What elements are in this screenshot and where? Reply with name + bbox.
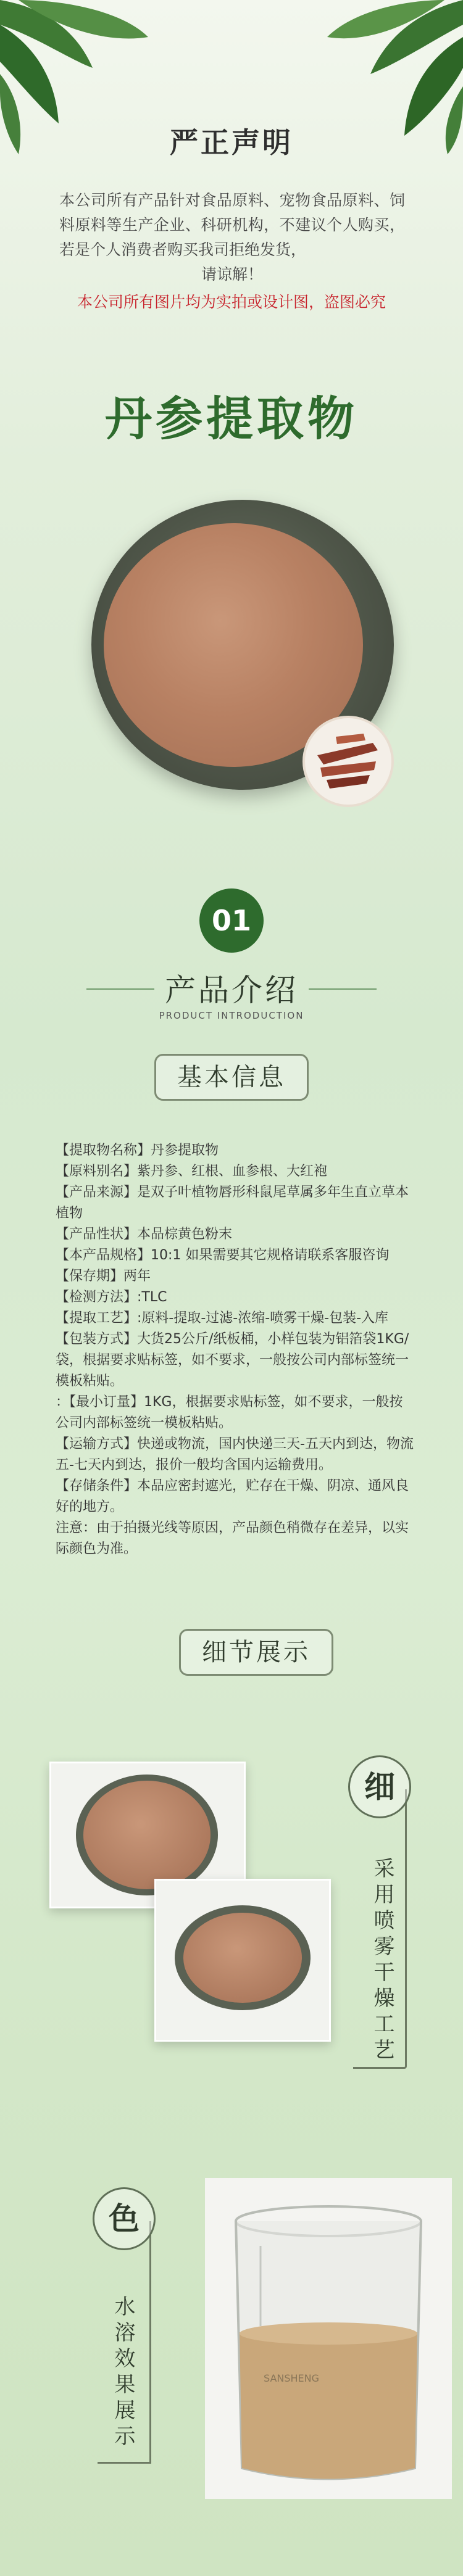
color-badge: 色 — [93, 2187, 156, 2250]
beaker-icon — [205, 2178, 452, 2499]
product-title: 丹参提取物 — [105, 391, 358, 446]
fine-description: 采用喷雾干燥工艺 — [370, 1857, 394, 2065]
notice-body-end: 请谅解！ — [201, 265, 263, 283]
basic-info-item: 【运输方式】快递或物流，国内快递三天-五天内到达，物流五-七天内到达，报价一般均含国内运输费用。 — [56, 1436, 414, 1473]
fine-badge: 细 — [348, 1755, 411, 1818]
detail-photo-2 — [154, 1879, 331, 2042]
notice-warning: 本公司所有图片均为实拍或设计图，盗图必究 — [77, 293, 386, 311]
basic-info-list — [56, 1140, 414, 1560]
color-description: 水溶效果展示 — [111, 2295, 135, 2451]
basic-info-item: ：【最小订量】1KG，根据要求贴标签，如不要求，一般按公司内部标签统一模板粘贴。 — [56, 1394, 403, 1431]
herb-root-image — [302, 716, 394, 807]
section-subtitle: PRODUCT INTRODUCTION — [159, 1010, 304, 1021]
basic-info-item: 【提取工艺】:原料-提取-过滤-浓缩-喷雾干燥-包装-入库 — [56, 1311, 389, 1326]
notice-title: 严正声明 — [170, 126, 293, 159]
section-divider-right — [309, 988, 377, 990]
photo-powder — [83, 1781, 211, 1889]
basic-info-item: 【存储条件】本品应密封遮光，贮存在干燥、阴凉、通风良好的地方。 — [56, 1478, 409, 1515]
basic-info-item: 注意：由于拍摄光线等原因，产品颜色稍微存在差异，以实际颜色为准。 — [56, 1520, 409, 1557]
basic-info-item: 【产品来源】是双子叶植物唇形科鼠尾草属多年生直立草本植物 — [56, 1185, 409, 1221]
herb-root-icon — [305, 718, 391, 805]
section-title: 产品介绍 — [165, 972, 298, 1008]
section-number: 01 — [199, 888, 264, 953]
beaker-mark: SANSHENG — [264, 2372, 320, 2384]
basic-info-item: 【检测方法】:TLC — [56, 1290, 167, 1305]
notice-body — [59, 188, 405, 287]
basic-info-item: 【保存期】两年 — [56, 1269, 151, 1284]
basic-info-item: 【本产品规格】10:1 如果需要其它规格请联系客服咨询 — [56, 1248, 390, 1263]
basic-info-item: 【包装方式】大货25公斤/纸板桶，小样包装为铝箔袋1KG/袋，根据要求贴标签，如不要求，一般按公司内部标签统一模板粘贴。 — [56, 1331, 409, 1389]
photo-powder — [183, 1913, 302, 2003]
notice-body-text: 本公司所有产品针对食品原料、宠物食品原料、饲料原料等生产企业、科研机构，不建议个人购买，若是个人消费者购买我司拒绝发货， — [59, 191, 405, 259]
basic-info-item: 【产品性状】本品棕黄色粉末 — [56, 1227, 233, 1242]
basic-info-item: 【提取物名称】丹参提取物 — [56, 1143, 219, 1158]
basic-info-label: 基本信息 — [154, 1054, 309, 1101]
basic-info-item: 【原料别名】紫丹参、红根、血参根、大红袍 — [56, 1164, 328, 1179]
detail-label: 细节展示 — [179, 1629, 333, 1676]
beaker-photo — [205, 2178, 452, 2499]
